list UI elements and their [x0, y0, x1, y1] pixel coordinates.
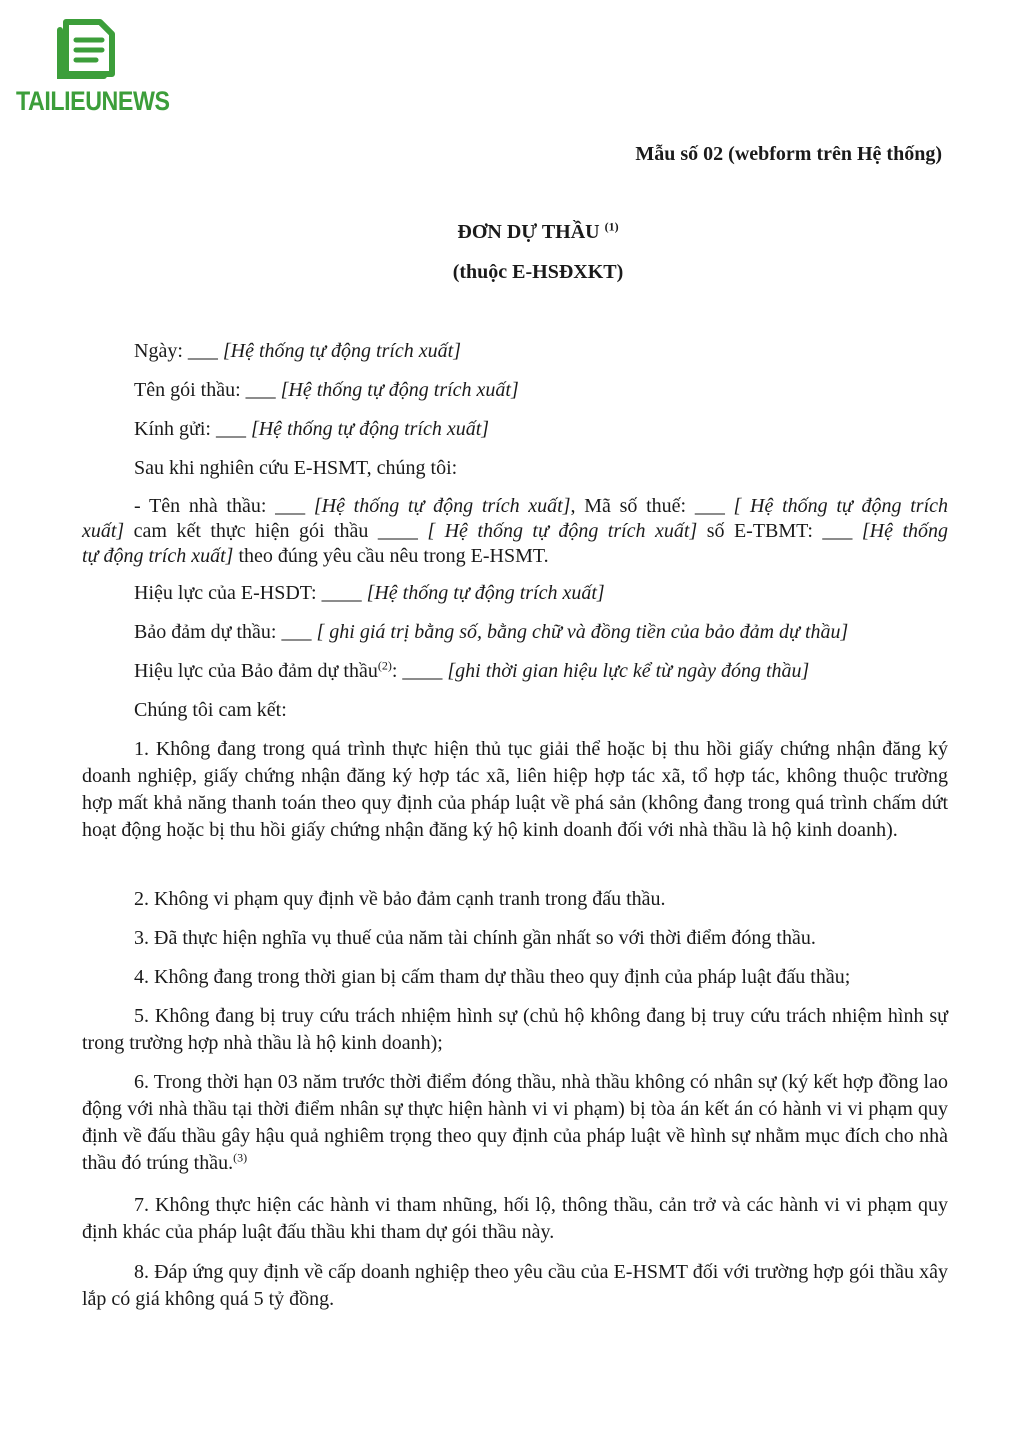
commitment-2: 2. Không vi phạm quy định về bảo đảm cạnh tranh trong đấu thầu. — [134, 888, 666, 910]
commitment-1: 1. Không đang trong quá trình thực hiện thủ tục giải thể hoặc bị thu hồi giấy chứng nhận đăng ký doanh nghiệp, giấy chứng nhận đăng ký hợp tác xã, liên hiệp hợp tác xã, tổ hợp tác, không thuộc trường hợp mất khả năng thanh toán theo quy định của pháp luật về phá sản (không đang trong quá trình chấm dứt hoạt động hoặc bị thu hồi giấy chứng nhận đăng ký hộ kinh doanh đối với nhà thầu là hộ kinh doanh). — [82, 738, 948, 841]
validity-line: Hiệu lực của E-HSDT: ____ [Hệ thống tự động trích xuất] — [134, 582, 605, 604]
commit-intro: Chúng tôi cam kết: — [134, 699, 287, 721]
logo-text: TAILIEUNEWS — [16, 86, 170, 116]
bidder-line-1: - Tên nhà thầu: ___ [Hệ thống tự động trích xuất], Mã số thuế: ___ [ Hệ thống tự động trích — [134, 495, 949, 517]
document-icon — [56, 16, 122, 80]
bidder-line-2: xuất] cam kết thực hiện gói thầu ____ [ Hệ thống tự động trích xuất] số E-TBMT: ___ [Hệ thống — [82, 520, 949, 542]
guarantee-line: Bảo đảm dự thầu: ___ [ ghi giá trị bằng số, bằng chữ và đồng tiền của bảo đảm dự thầu] — [134, 621, 849, 643]
package-line: Tên gói thầu: ___ [Hệ thống tự động trích xuất] — [134, 379, 519, 401]
commitment-8: 8. Đáp ứng quy định về cấp doanh nghiệp theo yêu cầu của E-HSMT đối với trường hợp gói thầu xây lắp có giá không quá 5 tỷ đồng. — [82, 1261, 948, 1310]
form-number: Mẫu số 02 (webform trên Hệ thống) — [635, 143, 942, 165]
commitment-6: 6. Trong thời hạn 03 năm trước thời điểm đóng thầu, nhà thầu không có nhân sự (ký kết hợp đồng lao động với nhà thầu tại thời điểm nhân sự thực hiện hành vi vi phạm) bị tòa án kết án có hành vi vi phạm quy định về đấu thầu gây hậu quả nghiêm trọng theo quy định của pháp luật về hình sự nhằm mục đích cho nhà thầu đó trúng thầu.$^{(3)}$ — [82, 1071, 948, 1174]
guarantee-validity-line: Hiệu lực của Bảo đảm dự thầu$^{(2)}$: ____ [ghi thời gian hiệu lực kể từ ngày đóng thầu] — [134, 658, 810, 682]
document-subtitle: (thuộc E-HSĐXKT) — [452, 261, 624, 283]
commitment-4: 4. Không đang trong thời gian bị cấm tham dự thầu theo quy định của pháp luật đấu thầu; — [134, 966, 851, 988]
commitment-5: 5. Không đang bị truy cứu trách nhiệm hình sự (chủ hộ không đang bị truy cứu trách nhiệm hình sự trong trường hợp nhà thầu là hộ kinh doanh); — [82, 1005, 948, 1054]
title-main: ĐƠN DỰ THẦU — [457, 221, 600, 243]
recipient-line: Kính gửi: ___ [Hệ thống tự động trích xuất] — [134, 418, 490, 440]
commitment-3: 3. Đã thực hiện nghĩa vụ thuế của năm tài chính gần nhất so với thời điểm đóng thầu. — [134, 927, 816, 949]
document-title — [0, 221, 1024, 244]
intro-line: Sau khi nghiên cứu E-HSMT, chúng tôi: — [134, 457, 458, 479]
bidder-line-3: tự động trích xuất] theo đúng yêu cầu nêu trong E-HSMT. — [82, 545, 549, 567]
title-footnote: (1) — [604, 219, 619, 234]
date-line: Ngày: ___ [Hệ thống tự động trích xuất] — [134, 340, 462, 362]
commitment-7: 7. Không thực hiện các hành vi tham nhũng, hối lộ, thông thầu, cản trở và các hành vi vi phạm quy định khác của pháp luật đấu thầu khi tham dự gói thầu này. — [82, 1194, 948, 1243]
